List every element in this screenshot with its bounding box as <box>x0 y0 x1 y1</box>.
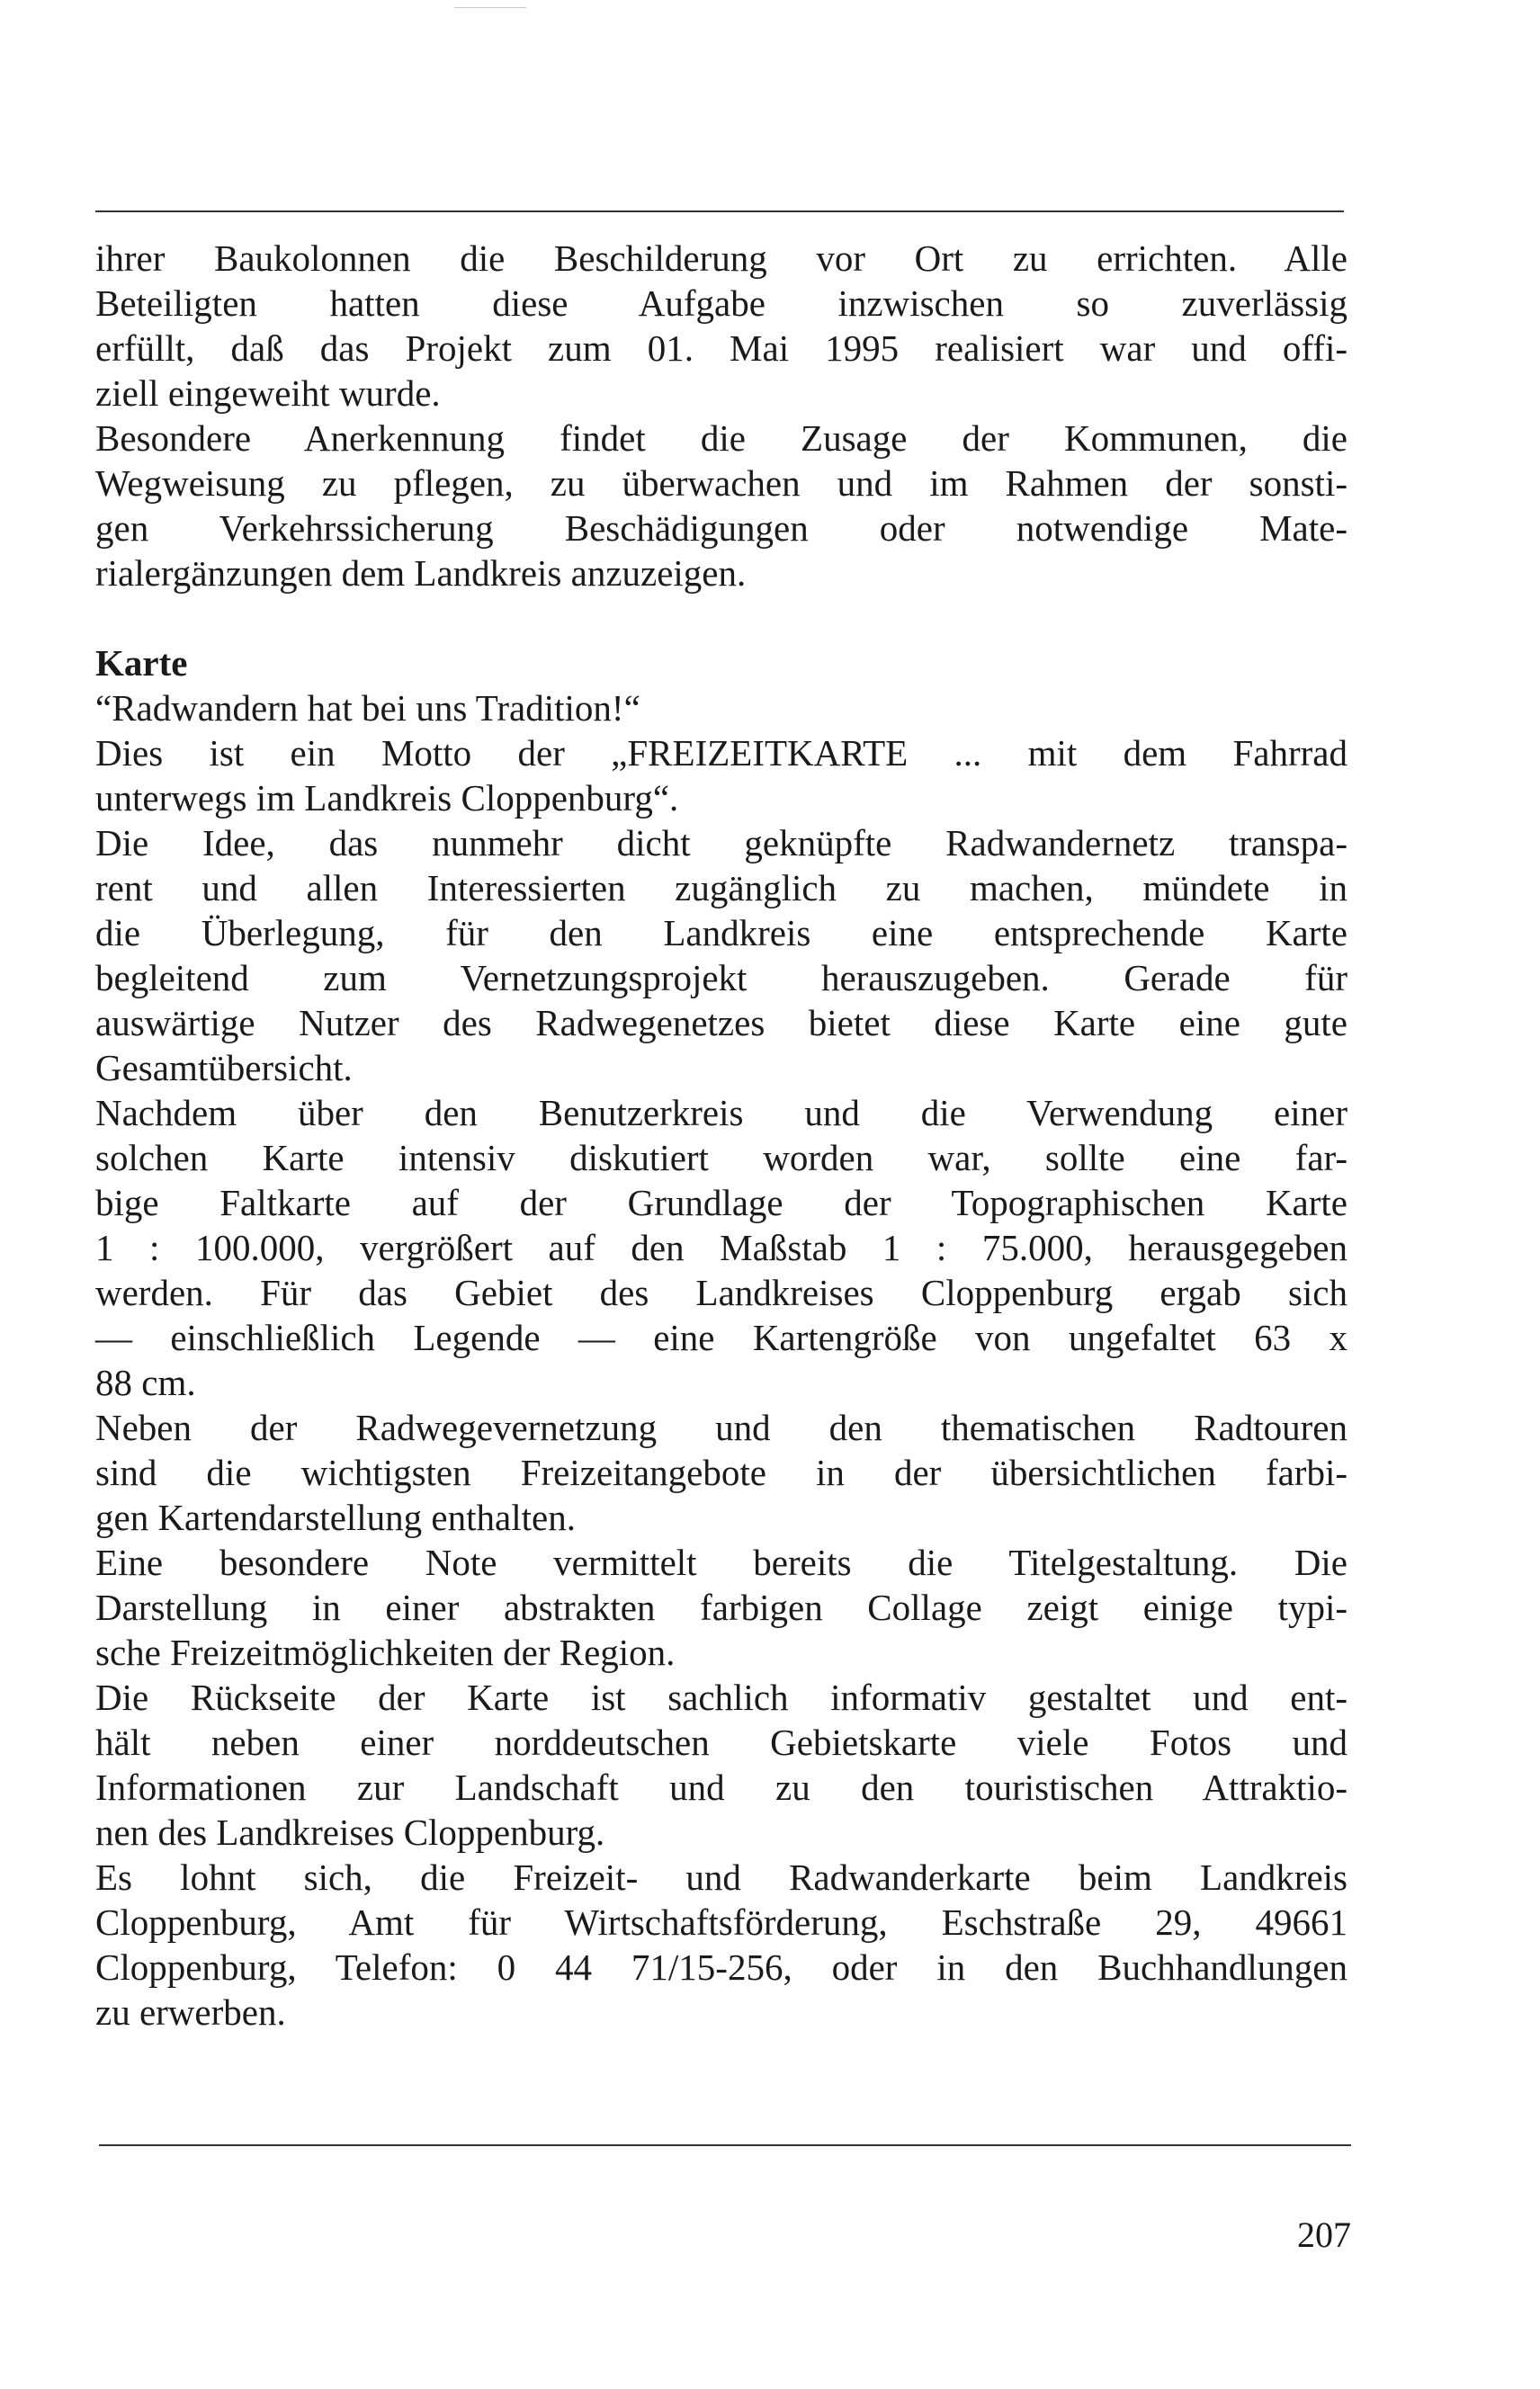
text-line: werden. Für das Gebiet des Landkreises Cloppenburg ergab sich <box>95 1272 1348 1313</box>
section-karte <box>95 640 1348 820</box>
paragraph <box>95 1675 1348 1855</box>
paragraph <box>95 1405 1348 1540</box>
text-line: auswärtige Nutzer des Radwegenetzes bietet diese Karte eine gute <box>95 1002 1348 1043</box>
text-line: ziell eingeweiht wurde. <box>95 372 441 414</box>
text-line: Die Idee, das nunmehr dicht geknüpfte Radwandernetz transpa- <box>95 822 1348 863</box>
text-line: Es lohnt sich, die Freizeit- und Radwanderkarte beim Landkreis <box>95 1857 1348 1898</box>
text-line: erfüllt, daß das Projekt zum 01. Mai 1995 realisiert war und offi- <box>95 327 1348 369</box>
text-line: Eine besondere Note vermittelt bereits die Titelgestaltung. Die <box>95 1542 1348 1583</box>
paragraph <box>95 416 1348 595</box>
paragraph <box>95 1855 1348 2035</box>
text-line: Die Rückseite der Karte ist sachlich informativ gestaltet und ent- <box>95 1677 1348 1718</box>
text-line: Cloppenburg, Amt für Wirtschaftsförderung, Eschstraße 29, 49661 <box>95 1901 1348 1943</box>
text-line: — einschließlich Legende — eine Kartengröße von ungefaltet 63 x <box>95 1317 1348 1358</box>
text-line: Beteiligten hatten diese Aufgabe inzwischen so zuverlässig <box>95 282 1348 324</box>
text-line: Wegweisung zu pflegen, zu überwachen und im Rahmen der sonsti- <box>95 462 1348 504</box>
text-line: zu erwerben. <box>95 1991 286 2033</box>
text-line: sche Freizeitmöglichkeiten der Region. <box>95 1632 676 1673</box>
text-line: nen des Landkreises Cloppenburg. <box>95 1812 605 1853</box>
page-number: 207 <box>1297 2215 1351 2255</box>
text-line: Dies ist ein Motto der „FREIZEITKARTE ... mit dem Fahrrad <box>95 732 1348 774</box>
text-line: solchen Karte intensiv diskutiert worden war, sollte eine far- <box>95 1137 1348 1178</box>
text-line: begleitend zum Vernetzungsprojekt herauszugeben. Gerade für <box>95 957 1348 998</box>
text-line: gen Verkehrssicherung Beschädigungen oder notwendige Mate- <box>95 507 1348 549</box>
paragraph-gap <box>95 595 1348 640</box>
paragraph <box>95 1090 1348 1405</box>
header-rule <box>95 210 1344 212</box>
top-edge-mark <box>454 7 526 8</box>
paragraph <box>95 1540 1348 1675</box>
text-line: Informationen zur Landschaft und zu den touristischen Attraktio- <box>95 1767 1348 1808</box>
text-line: die Überlegung, für den Landkreis eine entsprechende Karte <box>95 912 1348 953</box>
text-line: hält neben einer norddeutschen Gebietskarte viele Fotos und <box>95 1722 1348 1763</box>
section-heading: Karte <box>95 642 188 684</box>
body-text <box>95 236 1348 2035</box>
text-line: Gesamtübersicht. <box>95 1047 353 1088</box>
text-line: unterwegs im Landkreis Cloppenburg“. <box>95 777 679 819</box>
text-line: rialergänzungen dem Landkreis anzuzeigen. <box>95 552 747 594</box>
text-line: ihrer Baukolonnen die Beschilderung vor Ort zu errichten. Alle <box>95 237 1348 279</box>
text-line: 1 : 100.000, vergrößert auf den Maßstab 1 : 75.000, herausgegeben <box>95 1227 1348 1268</box>
text-line: Darstellung in einer abstrakten farbigen Collage zeigt einige typi- <box>95 1587 1348 1628</box>
text-line: bige Faltkarte auf der Grundlage der Topographischen Karte <box>95 1182 1348 1223</box>
text-line: rent und allen Interessierten zugänglich zu machen, mündete in <box>95 867 1348 908</box>
text-line: sind die wichtigsten Freizeitangebote in der übersichtlichen farbi- <box>95 1452 1348 1493</box>
text-line: Besondere Anerkennung findet die Zusage der Kommunen, die <box>95 417 1348 459</box>
paragraph <box>95 820 1348 1090</box>
paragraph <box>95 236 1348 416</box>
text-line: “Radwandern hat bei uns Tradition!“ <box>95 687 640 729</box>
text-line: 88 cm. <box>95 1362 196 1403</box>
text-line: Cloppenburg, Telefon: 0 44 71/15-256, oder in den Buchhandlungen <box>95 1946 1348 1988</box>
text-line: Neben der Radwegevernetzung und den thematischen Radtouren <box>95 1407 1348 1448</box>
footer-rule <box>99 2144 1351 2146</box>
text-line: gen Kartendarstellung enthalten. <box>95 1497 576 1538</box>
text-line: Nachdem über den Benutzerkreis und die Verwendung einer <box>95 1092 1348 1133</box>
